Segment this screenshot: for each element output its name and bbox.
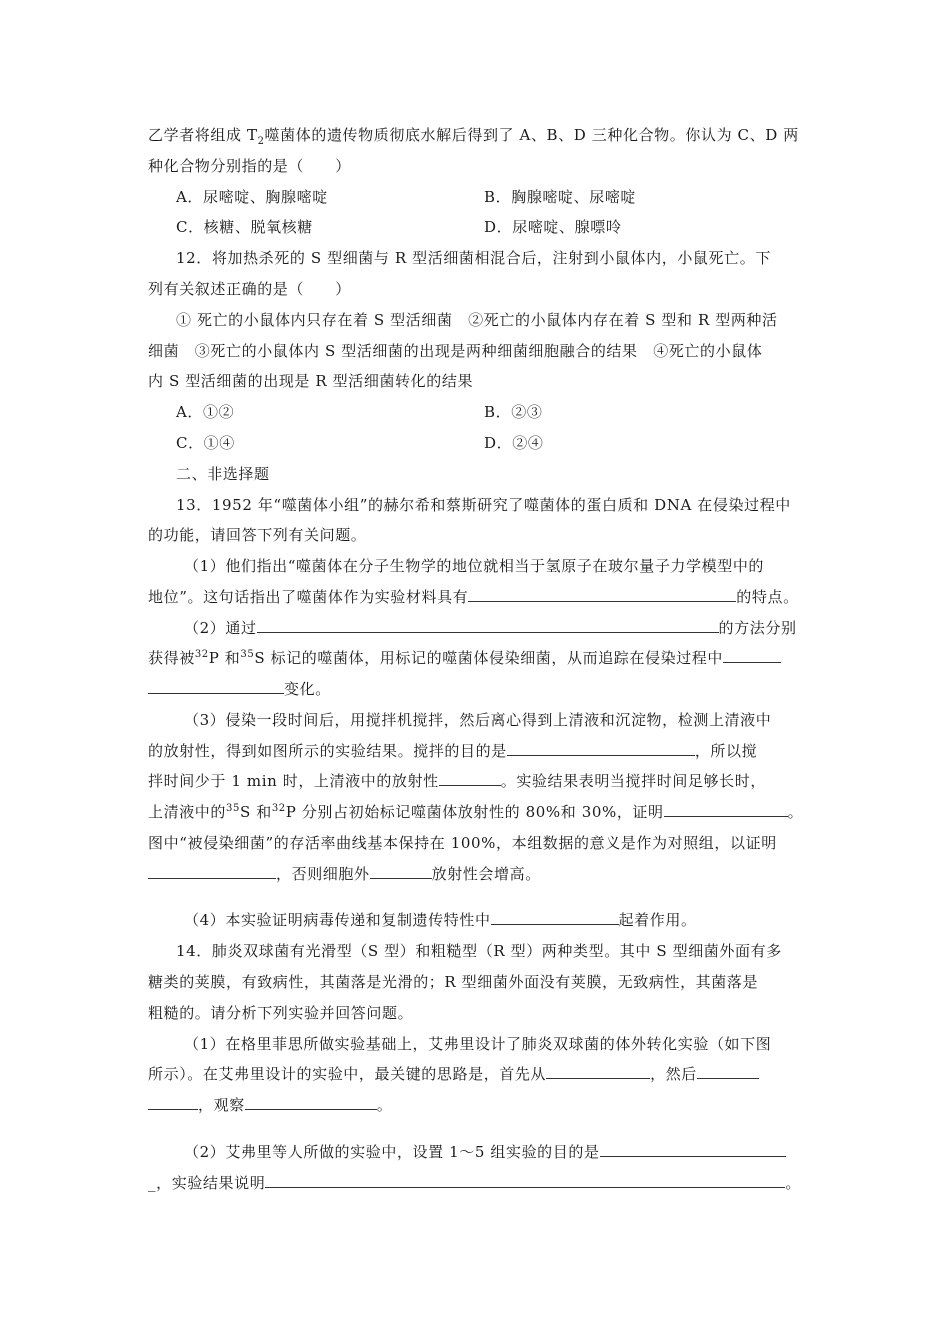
q13-stem-line-1: 13．1952 年“噬菌体小组”的赫尔希和蔡斯研究了噬菌体的蛋白质和 DNA 在侵染过程中: [176, 496, 791, 514]
answer-blank[interactable]: [468, 587, 736, 602]
q14-p1-text: 。: [376, 1096, 393, 1114]
q14-p1-line-3: [148, 1094, 392, 1116]
q13-p3-text: 的放射性，得到如图所示的实验结果。搅拌的目的是: [148, 742, 507, 760]
q14-p1-line-2: [148, 1063, 759, 1085]
q13-p2-text: S 标记的噬菌体，用标记的噬菌体侵染细菌，从而追踪在侵染过程中: [254, 649, 724, 667]
q13-p2-text: P 和: [208, 649, 241, 667]
q13-p3-text: 上清液中的: [148, 803, 227, 821]
q12-item-line-3: 内 S 型活细菌的出现是 R 型活细菌转化的结果: [148, 372, 474, 390]
q13-p2-text: 获得被: [148, 649, 195, 667]
q13-p3-text: 。实验结果表明当搅拌时间足够长时，: [500, 772, 766, 790]
q13-p1-line-1: （1）他们指出“噬菌体在分子生物学的地位就相当于氢原子在玻尔量子力学模型中的: [184, 557, 765, 575]
answer-blank[interactable]: [257, 618, 719, 633]
superscript: 35: [226, 803, 240, 814]
section-heading: 二、非选择题: [176, 465, 270, 483]
answer-blank[interactable]: [664, 802, 788, 817]
q11-stem-line-2: 种化合物分别指的是（ ）: [148, 157, 351, 175]
q12-stem-line-2: 列有关叙述正确的是（ ）: [148, 280, 351, 298]
q13-p2-text: （2）通过: [184, 619, 257, 637]
q13-p3-line-3: [148, 770, 766, 792]
q13-p3-text: P 分别占初始标记噬菌体放射性的 80%和 30%，证明: [285, 803, 664, 821]
q13-p2-line-1: [184, 617, 797, 639]
q12-item-line-2: 细菌 ③死亡的小鼠体内 S 型活细菌的出现是两种细菌细胞融合的结果 ④死亡的小鼠体: [148, 342, 763, 360]
q14-p2-line-1: [184, 1141, 786, 1163]
q14-p1-text: ，然后: [650, 1065, 697, 1083]
q13-p2-line-2: [148, 647, 781, 669]
q14-p1-text: 所示）。在艾弗里设计的实验中，最关键的思路是，首先从: [148, 1065, 547, 1083]
answer-blank[interactable]: [265, 1173, 785, 1188]
q13-p4-line: [184, 909, 697, 931]
answer-blank[interactable]: [148, 864, 276, 879]
q12-option-b: B．②③: [484, 403, 543, 421]
q14-p1-line-1: （1）在格里菲思所做实验基础上，艾弗里设计了肺炎双球菌的体外转化实验（如下图: [184, 1035, 772, 1053]
q13-p2-text: 变化。: [284, 680, 331, 698]
q11-option-b: B．胸腺嘧啶、尿嘧啶: [484, 188, 637, 206]
q14-stem-line-1: 14．肺炎双球菌有光滑型（S 型）和粗糙型（R 型）两种类型。其中 S 型细菌外面有多: [176, 942, 782, 960]
q13-p4-text: （4）本实验证明病毒传递和复制遗传特性中: [184, 911, 491, 929]
q14-p2-text: 。: [785, 1174, 801, 1192]
answer-blank[interactable]: [491, 910, 619, 925]
answer-blank[interactable]: [148, 1095, 198, 1110]
q13-p3-line-2: [148, 740, 757, 762]
q13-p3-text: S 和: [239, 803, 272, 821]
q14-p1-text: ，观察: [198, 1096, 245, 1114]
q12-option-c: C．①④: [176, 434, 235, 452]
q11-stem-text: 乙学者将组成 T: [148, 126, 258, 144]
q11-option-d: D．尿嘧啶、腺嘌呤: [484, 218, 622, 236]
q13-p1-text: 地位”。这句话指出了噬菌体作为实验材料具有: [148, 588, 469, 606]
q14-stem-line-3: 粗糙的。请分析下列实验并回答问题。: [148, 1004, 414, 1022]
q13-p3-text: ，否则细胞外: [276, 865, 370, 883]
q11-option-c: C．核糖、脱氧核糖: [176, 218, 313, 236]
q12-option-d: D．②④: [484, 434, 544, 452]
q13-p3-text: 拌时间少于 1 min 时，上清液中的放射性: [148, 772, 439, 790]
q13-p3-line-5: 图中“被侵染细菌”的存活率曲线基本保持在 100%，本组数据的意义是作为对照组，以证明: [148, 834, 777, 852]
q13-stem-line-2: 的功能，请回答下列有关问题。: [148, 526, 367, 544]
q13-p3-line-6: [148, 863, 541, 885]
q14-stem-line-2: 糖类的荚膜，有致病性，其菌落是光滑的；R 型细菌外面没有荚膜，无致病性，其菌落是: [148, 973, 759, 991]
q13-p1-text: 的特点。: [736, 588, 799, 606]
q14-p2-text: （2）艾弗里等人所做的实验中，设置 1～5 组实验的目的是: [184, 1143, 600, 1161]
superscript: 32: [194, 649, 209, 660]
q11-subscript: 2: [257, 136, 265, 147]
q13-p3-text: 。: [787, 803, 804, 821]
answer-blank[interactable]: [600, 1142, 786, 1157]
answer-blank[interactable]: [546, 1064, 650, 1079]
q12-option-a: A．①②: [176, 403, 235, 421]
q13-p2-text: 的方法分别: [718, 619, 797, 637]
q12-item-line-1: ① 死亡的小鼠体内只存在着 S 型活细菌 ②死亡的小鼠体内存在着 S 型和 R 型两种活: [176, 311, 778, 329]
q13-p2-line-3: [148, 678, 331, 700]
q11-stem-line-1: [148, 124, 799, 146]
q13-p4-text: 起着作用。: [618, 911, 697, 929]
answer-blank[interactable]: [245, 1095, 377, 1110]
q13-p3-line-1: （3）侵染一段时间后，用搅拌机搅拌，然后离心得到上清液和沉淀物，检测上清液中: [184, 711, 772, 729]
q12-stem-line-1: 12．将加热杀死的 S 型细菌与 R 型活细菌相混合后，注射到小鼠体内，小鼠死亡。下: [176, 249, 771, 267]
q13-p3-line-4: [148, 801, 803, 823]
answer-blank[interactable]: [723, 648, 781, 663]
answer-blank[interactable]: [370, 864, 432, 879]
q14-p2-text: _，实验结果说明: [148, 1174, 266, 1192]
q11-option-a: A．尿嘧啶、胸腺嘧啶: [176, 188, 328, 206]
answer-blank[interactable]: [507, 741, 695, 756]
answer-blank[interactable]: [439, 771, 501, 786]
q13-p3-text: ，所以搅: [694, 742, 758, 760]
superscript: 32: [271, 803, 286, 814]
answer-blank[interactable]: [697, 1064, 759, 1079]
q11-stem-text: 噬菌体的遗传物质彻底水解后得到了 A、B、D 三种化合物。你认为 C、D 两: [264, 126, 799, 144]
q14-p2-line-2: [148, 1172, 801, 1194]
answer-blank[interactable]: [148, 679, 284, 694]
superscript: 35: [240, 649, 255, 660]
q13-p3-text: 放射性会增高。: [431, 865, 541, 883]
q13-p1-line-2: [148, 586, 799, 608]
